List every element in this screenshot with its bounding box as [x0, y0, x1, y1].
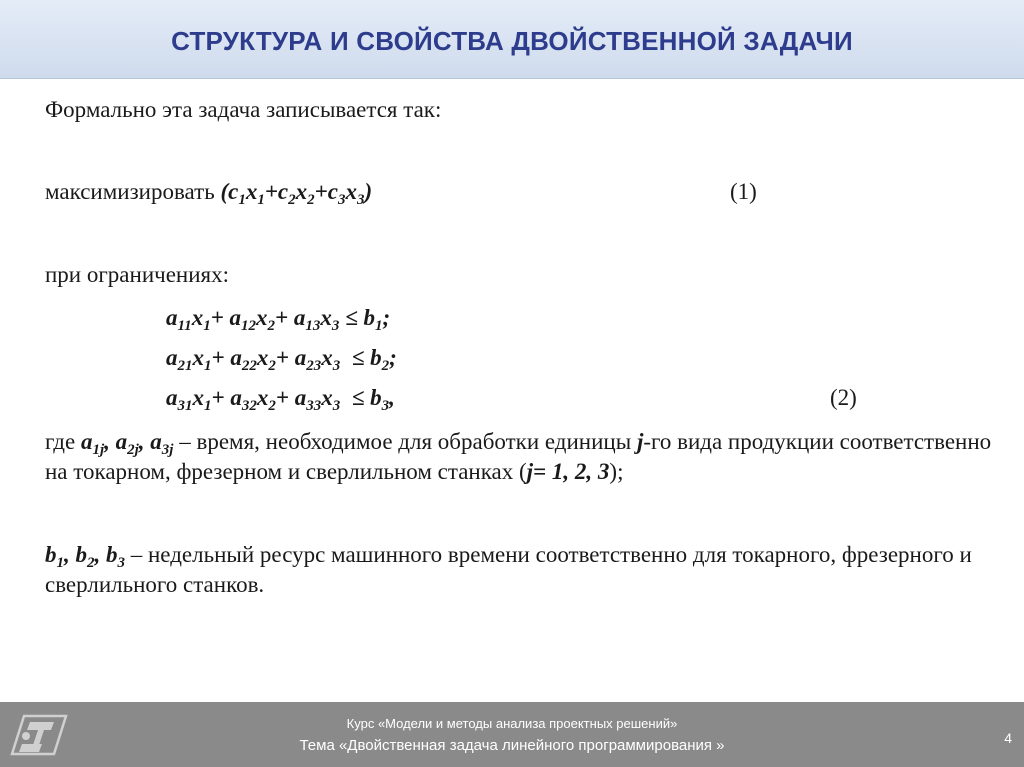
constraint-row-3: $a_{31}x_1+ a_{32}x_2+ a_{33}x_3 \le b_3$, — [166, 385, 395, 414]
variable-a-description — [45, 427, 1010, 487]
constraint-row-1: $a_{11}x_1+ a_{12}x_2+ a_{13}x_3 \le b_1$; — [166, 305, 391, 334]
equation-number-1: (1) — [730, 179, 757, 204]
constraints-label: при ограничениях: — [45, 262, 229, 287]
a-coefficients: $a_{1j}$, $a_{2j}$, $a_{3j}$ — [80, 429, 174, 458]
equation-number-2: (2) — [830, 385, 857, 410]
a-description-part-1: – время, необходимое для обработки единицы — [173, 429, 637, 454]
slide-footer — [0, 702, 1024, 767]
slide-title: СТРУКТУРА И СВОЙСТВА ДВОЙСТВЕННОЙ ЗАДАЧИ — [171, 26, 853, 56]
variable-b-description — [45, 540, 1010, 600]
a-description-part-3: ); — [609, 459, 624, 484]
objective-formula: $(c_1x_1+c_2x_2+c_3x_3)$ — [220, 179, 373, 208]
objective-function — [45, 177, 372, 207]
j-symbol: j — [636, 429, 644, 454]
constraint-row-2: $a_{21}x_1+ a_{22}x_2+ a_{23}x_3 \le b_2$; — [166, 345, 397, 374]
slide-header — [0, 0, 1024, 79]
b-resources: $b_1$, $b_2$, $b_3$ — [45, 542, 125, 571]
footer-topic: Тема «Двойственная задача линейного программирования » — [299, 737, 725, 754]
objective-prefix: максимизировать — [45, 179, 221, 204]
j-range: j= 1, 2, 3 — [526, 459, 610, 484]
gde-prefix: где — [45, 429, 81, 454]
a-description-part-2: -го вида продукции соответственно на токарном, фрезерном и сверлильном станках ( — [45, 429, 992, 484]
b-description: – недельный ресурс машинного времени соответственно для токарного, фрезерного и сверлильного станков. — [45, 542, 972, 597]
intro-text: Формально эта задача записывается так: — [45, 97, 442, 122]
page-number: 4 — [1004, 730, 1012, 746]
footer-course: Курс «Модели и методы анализа проектных решений» — [346, 716, 678, 731]
